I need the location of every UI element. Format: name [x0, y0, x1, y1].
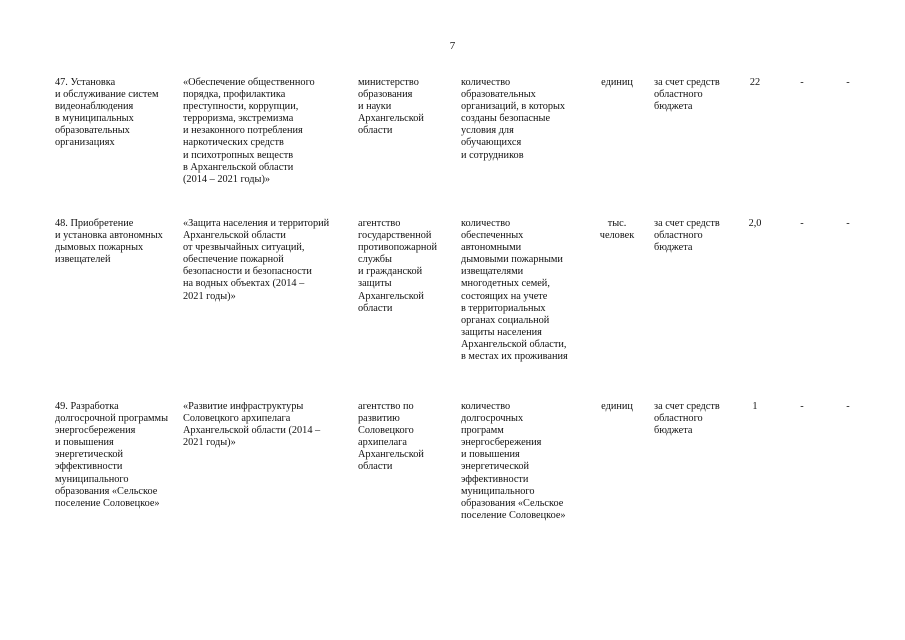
indicator-cell: количество долгосрочных программ энергосбережения и повышения энергетической эффективности муниципального образования «Сельское поселение Соловецкое» — [461, 401, 566, 521]
executor-cell: агентство по развитию Соловецкого архипелага Архангельской области — [358, 401, 424, 473]
event-cell: 47. Установка и обслуживание систем видеонаблюдения в муниципальных образовательных организациях — [55, 77, 159, 149]
executor-cell: министерство образования и науки Архангельской области — [358, 77, 424, 137]
source-cell: за счет средств областного бюджета — [654, 77, 720, 113]
event-cell: 49. Разработка долгосрочной программы энергосбережения и повышения энергетической эффективности муниципального образования «Сельское поселение Соловецкое» — [55, 401, 168, 509]
value-cell-2: - — [800, 77, 804, 88]
unit-cell: единиц — [601, 401, 633, 412]
value-cell-2: - — [800, 218, 804, 229]
unit-cell: тыс. человек — [599, 218, 635, 242]
indicator-cell: количество обеспеченных автономными дымовыми пожарными извещателями многодетных семей, состоящих на учете в территориальных органах социальной защиты населения Архангельской области, в местах их проживания — [461, 218, 568, 363]
value-cell-1: 22 — [749, 77, 761, 88]
value-cell-3: - — [846, 401, 850, 412]
value-cell-3: - — [846, 218, 850, 229]
indicator-cell: количество образовательных организаций, в которых созданы безопасные условия для обучающихся и сотрудников — [461, 77, 566, 161]
executor-cell: агентство государственной противопожарной службы и гражданской защиты Архангельской области — [358, 218, 438, 314]
program-cell: «Обеспечение общественного порядка, профилактика преступности, коррупции, терроризма, экстремизма и незаконного потребления наркотических средств и психотропных веществ в Архангельской области (2014 – 2021 годы)» — [183, 77, 315, 185]
page-number: 7 — [449, 40, 456, 52]
value-cell-2: - — [800, 401, 804, 412]
value-cell-3: - — [846, 77, 850, 88]
program-cell: «Развитие инфраструктуры Соловецкого архипелага Архангельской области (2014 – 2021 годы)» — [183, 401, 321, 449]
event-cell: 48. Приобретение и установка автономных дымовых пожарных извещателей — [55, 218, 163, 266]
program-cell: «Защита населения и территорий Архангельской области от чрезвычайных ситуаций, обеспечение пожарной безопасности и безопасности на водных объектах (2014 – 2021 годы)» — [183, 218, 330, 302]
unit-cell: единиц — [601, 77, 633, 88]
value-cell-1: 1 — [752, 401, 758, 412]
source-cell: за счет средств областного бюджета — [654, 218, 720, 254]
value-cell-1: 2,0 — [748, 218, 762, 229]
source-cell: за счет средств областного бюджета — [654, 401, 720, 437]
